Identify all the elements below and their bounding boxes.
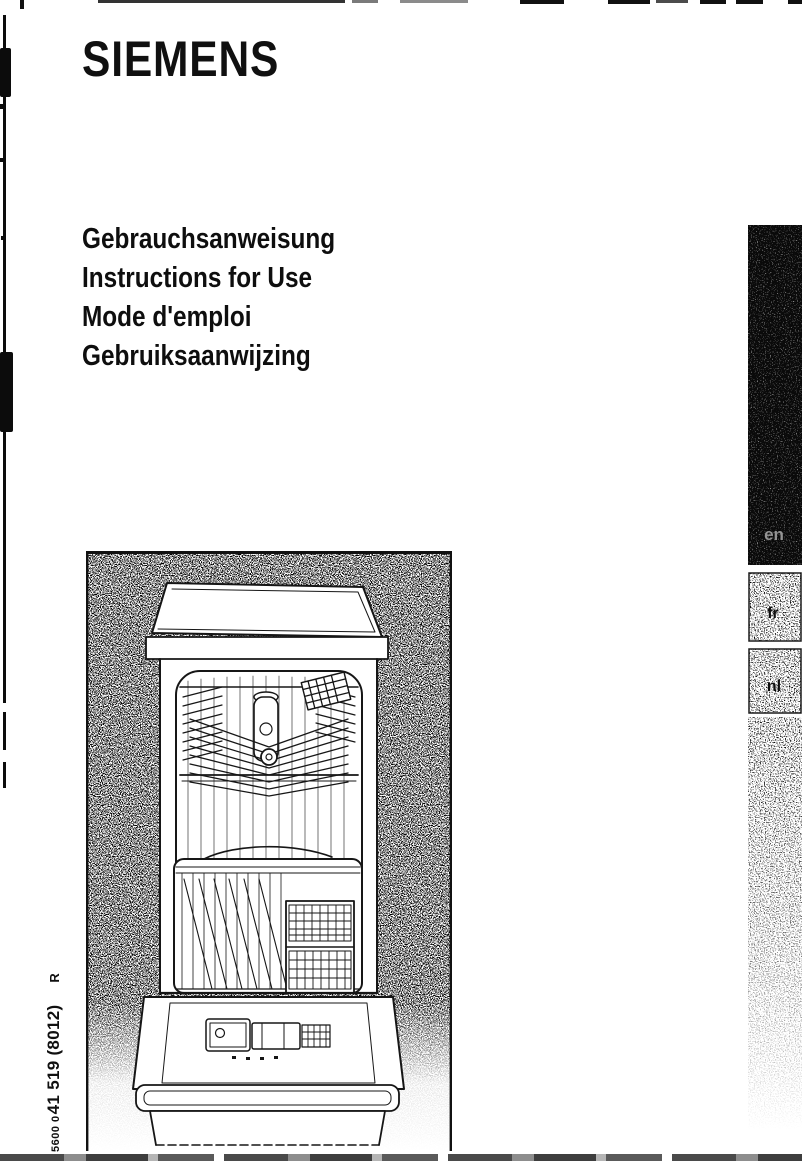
registration-blob xyxy=(0,352,13,432)
crop-mark xyxy=(700,0,726,4)
crop-mark xyxy=(520,0,564,4)
title-block xyxy=(82,220,335,376)
crop-mark xyxy=(608,0,650,4)
bottom-edge-dashes xyxy=(0,1154,802,1161)
title-dutch: Gebruiksaanwijzing xyxy=(82,340,311,372)
tab-fr xyxy=(749,573,801,641)
language-tab-strip-art xyxy=(748,225,802,1130)
tab-en xyxy=(748,225,802,565)
crop-mark xyxy=(98,0,345,3)
registration-line-dash xyxy=(3,762,6,788)
cutlery-basket xyxy=(286,901,354,993)
title-english: Instructions for Use xyxy=(82,262,313,294)
door-base xyxy=(136,1085,399,1145)
crop-mark xyxy=(352,0,378,3)
tab-nl-label: nl xyxy=(766,678,782,695)
open-door xyxy=(133,993,404,1089)
dishwasher-outline xyxy=(133,583,404,1145)
tab-fr-label: fr xyxy=(767,605,779,622)
registration-line-dash xyxy=(3,712,6,750)
crop-mark xyxy=(20,0,24,9)
registration-tick xyxy=(1,236,5,240)
title-german: Gebrauchsanweisung xyxy=(82,223,336,255)
crop-mark xyxy=(656,0,688,3)
registration-tick xyxy=(0,104,6,109)
crop-mark xyxy=(736,0,763,4)
dishwasher-figure xyxy=(86,551,452,1151)
strip-speckle-tail xyxy=(748,717,802,1130)
lower-basket xyxy=(174,847,362,993)
tab-en-label: en xyxy=(764,525,784,544)
language-tab-strip xyxy=(748,225,802,1130)
spine-doc-number xyxy=(44,973,64,1152)
brand-logo: SIEMENS xyxy=(82,31,280,87)
dishwasher-drawing xyxy=(86,551,452,1151)
registration-tick xyxy=(0,158,5,162)
title-french: Mode d'emploi xyxy=(82,301,252,333)
doc-number-main: 41 519 (8012) xyxy=(44,1004,63,1115)
tab-nl xyxy=(749,649,801,713)
doc-number-prefix: 5600 0 xyxy=(50,1115,62,1152)
crop-mark xyxy=(788,0,802,4)
crop-mark xyxy=(400,0,468,3)
doc-revision: R xyxy=(47,973,62,983)
registration-blob xyxy=(0,48,11,97)
